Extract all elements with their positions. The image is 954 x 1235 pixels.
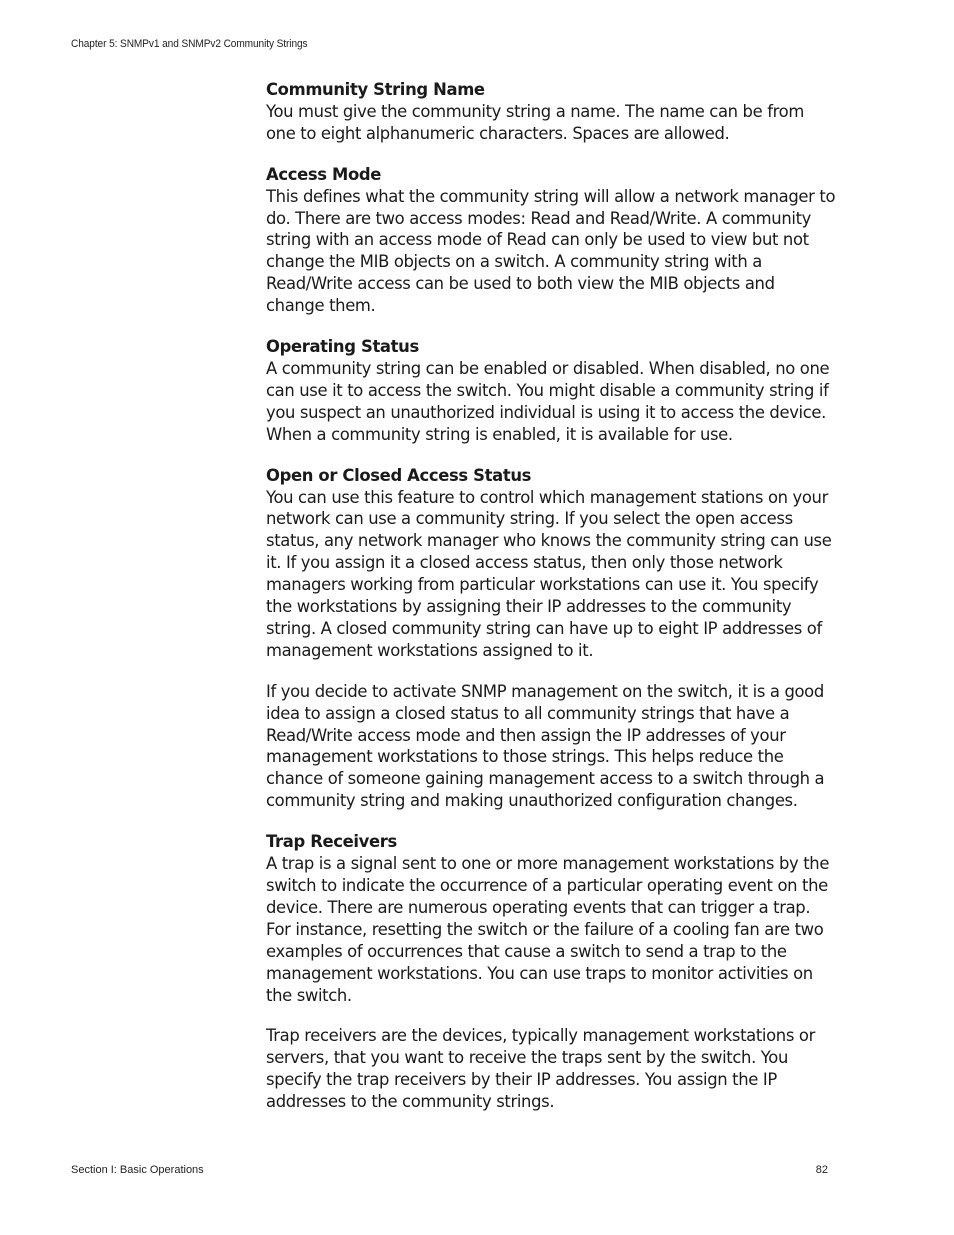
section-operating-status [266, 336, 836, 446]
section-paragraph: A community string can be enabled or disabled. When disabled, no one can use it to access the switch. You might disable a community string if you suspect an unauthorized individual is using it to access the device. When a community string is enabled, it is available for use. [266, 358, 830, 444]
section-paragraph: You can use this feature to control which management stations on your network can use a community string. If you select the open access status, any network manager who knows the community string can use it. If you assign it a closed access status, then only those network managers working from particular workstations can use it. You specify the workstations by assigning their IP addresses to the community string. A closed community string can have up to eight IP addresses of management workstations assigned to it. [266, 487, 832, 660]
section-paragraph: A trap is a signal sent to one or more management workstations by the switch to indicate the occurrence of a particular operating event on the device. There are numerous operating events that can trigger a trap. For instance, resetting the switch or the failure of a cooling fan are two examples of occurrences that cause a switch to send a trap to the management workstations. You can use traps to monitor activities on the switch. [266, 854, 830, 1005]
section-heading: Access Mode [266, 164, 382, 184]
section-community-string-name [266, 79, 836, 145]
section-heading: Operating Status [266, 337, 419, 357]
running-header: Chapter 5: SNMPv1 and SNMPv2 Community Strings [71, 38, 308, 50]
page-number: 82 [815, 1164, 828, 1176]
running-footer [71, 1164, 828, 1176]
section-trap-receivers [266, 831, 836, 1113]
section-paragraph: If you decide to activate SNMP management on the switch, it is a good idea to assign a closed status to all community strings that have a Read/Write access mode and then assign the IP addresses of your management workstations to those strings. This helps reduce the chance of someone gaining management access to a switch through a community string and making unauthorized configuration changes. [266, 681, 825, 811]
section-paragraph: This defines what the community string will allow a network manager to do. There are two access modes: Read and Read/Write. A community string with an access mode of Read can only be used to view but not change the MIB objects on a switch. A community string with a Read/Write access can be used to both view the MIB objects and change them. [266, 186, 836, 316]
section-open-closed-access-status [266, 465, 836, 813]
section-heading: Trap Receivers [266, 832, 397, 852]
section-paragraph: You must give the community string a name. The name can be from one to eight alphanumeric characters. Spaces are allowed. [266, 101, 804, 143]
section-access-mode [266, 164, 836, 317]
section-heading: Open or Closed Access Status [266, 465, 532, 485]
section-heading: Community String Name [266, 80, 485, 99]
footer-section-label: Section I: Basic Operations [71, 1164, 204, 1176]
document-body [266, 79, 836, 1132]
section-paragraph: Trap receivers are the devices, typically management workstations or servers, that you want to receive the traps sent by the switch. You specify the trap receivers by their IP addresses. You assign the IP addresses to the community strings. [266, 1026, 815, 1112]
